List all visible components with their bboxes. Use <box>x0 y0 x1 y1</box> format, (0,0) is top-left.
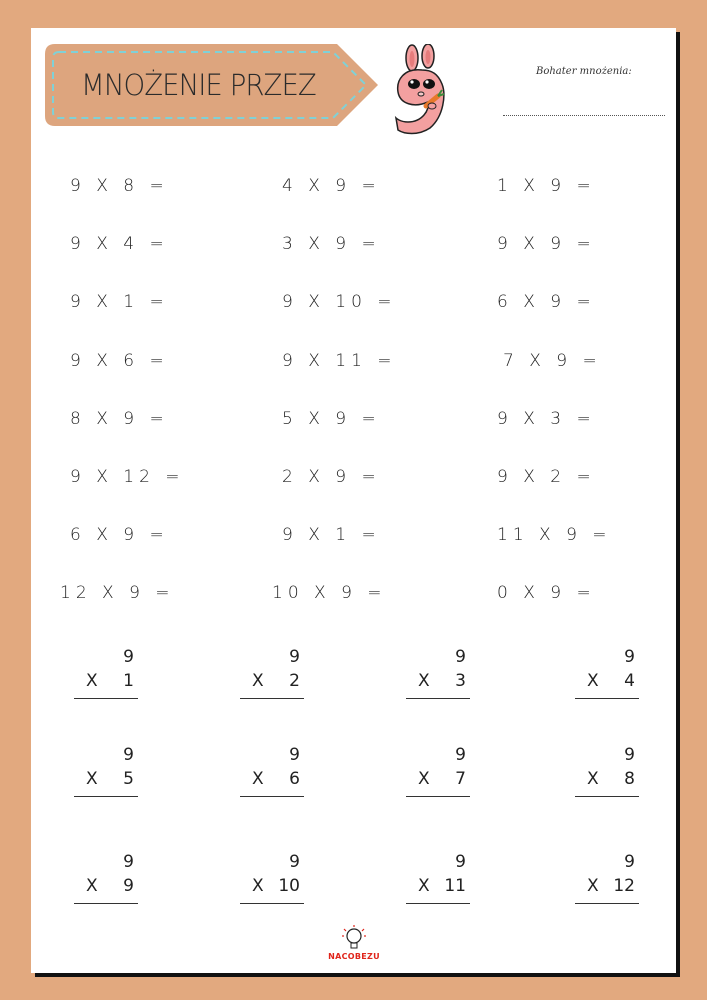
equation: 5 X 9 = <box>282 409 381 429</box>
multiplicand: 9 <box>289 647 300 667</box>
equation: 6 X 9 = <box>70 525 169 545</box>
answer-line <box>240 903 304 904</box>
answer-line <box>575 903 639 904</box>
answer-line <box>74 698 138 699</box>
multiply-sign: X <box>86 876 98 896</box>
multiply-sign: X <box>418 876 430 896</box>
multiplier: 10 <box>278 876 300 896</box>
column-problem <box>406 852 470 912</box>
equation: 9 X 3 = <box>497 409 596 429</box>
multiplicand: 9 <box>624 745 635 765</box>
multiply-sign: X <box>418 769 430 789</box>
column-problem <box>74 647 138 707</box>
multiplicand: 9 <box>455 852 466 872</box>
column-problem <box>575 647 639 707</box>
column-problem <box>240 647 304 707</box>
multiplicand: 9 <box>289 852 300 872</box>
multiplicand: 9 <box>624 852 635 872</box>
equation: 9 X 1 = <box>282 525 381 545</box>
equation: 0 X 9 = <box>497 583 596 603</box>
column-problem <box>74 852 138 912</box>
column-problem <box>406 647 470 707</box>
answer-line <box>74 903 138 904</box>
equation: 1 X 9 = <box>497 176 596 196</box>
multiplicand: 9 <box>123 852 134 872</box>
multiply-sign: X <box>252 671 264 691</box>
multiplicand: 9 <box>289 745 300 765</box>
equation: 9 X 1 = <box>70 292 169 312</box>
equation: 2 X 9 = <box>282 467 381 487</box>
answer-line <box>406 796 470 797</box>
equation: 11 X 9 = <box>497 525 612 545</box>
multiplier: 4 <box>624 671 635 691</box>
multiplicand: 9 <box>624 647 635 667</box>
title-banner <box>45 44 378 126</box>
multiply-sign: X <box>252 769 264 789</box>
column-problem <box>240 745 304 805</box>
multiplicand: 9 <box>455 647 466 667</box>
multiplier: 2 <box>289 671 300 691</box>
answer-line <box>74 796 138 797</box>
equation: 6 X 9 = <box>497 292 596 312</box>
answer-line <box>406 698 470 699</box>
lightbulb-icon <box>322 924 386 952</box>
multiply-sign: X <box>418 671 430 691</box>
equation: 9 X 2 = <box>497 467 596 487</box>
multiplier: 7 <box>455 769 466 789</box>
equation: 9 X 10 = <box>282 292 397 312</box>
hero-label: Bohater mnożenia: <box>536 66 632 77</box>
equation: 9 X 8 = <box>70 176 169 196</box>
multiply-sign: X <box>86 671 98 691</box>
multiply-sign: X <box>587 769 599 789</box>
equation: 3 X 9 = <box>282 234 381 254</box>
column-problem <box>406 745 470 805</box>
multiply-sign: X <box>587 876 599 896</box>
equation: 12 X 9 = <box>60 583 175 603</box>
logo-text: NACOBEZU <box>328 952 380 961</box>
equation: 9 X 9 = <box>497 234 596 254</box>
answer-line <box>575 796 639 797</box>
multiplier: 8 <box>624 769 635 789</box>
multiplier: 12 <box>613 876 635 896</box>
equation: 9 X 12 = <box>70 467 185 487</box>
multiplier: 11 <box>444 876 466 896</box>
answer-line <box>240 796 304 797</box>
worksheet-page <box>31 28 676 973</box>
multiplier: 3 <box>455 671 466 691</box>
multiplicand: 9 <box>123 647 134 667</box>
answer-line <box>406 903 470 904</box>
logo <box>322 924 386 964</box>
multiplier: 5 <box>123 769 134 789</box>
answer-line <box>240 698 304 699</box>
equation: 9 X 4 = <box>70 234 169 254</box>
page-title: MNOŻENIE PRZEZ <box>81 68 316 102</box>
column-problem <box>575 852 639 912</box>
column-problem <box>74 745 138 805</box>
multiply-sign: X <box>252 876 264 896</box>
multiplicand: 9 <box>123 745 134 765</box>
multiplier: 6 <box>289 769 300 789</box>
hero-name-line <box>503 115 665 116</box>
bunny-nine-icon <box>392 44 454 136</box>
equation: 7 X 9 = <box>503 351 602 371</box>
equation: 8 X 9 = <box>70 409 169 429</box>
equation: 9 X 11 = <box>282 351 397 371</box>
multiplicand: 9 <box>455 745 466 765</box>
equation: 9 X 6 = <box>70 351 169 371</box>
answer-line <box>575 698 639 699</box>
multiplier: 1 <box>123 671 134 691</box>
multiplier: 9 <box>123 876 134 896</box>
multiply-sign: X <box>86 769 98 789</box>
equation: 10 X 9 = <box>272 583 387 603</box>
multiply-sign: X <box>587 671 599 691</box>
column-problem <box>240 852 304 912</box>
equation: 4 X 9 = <box>282 176 381 196</box>
column-problem <box>575 745 639 805</box>
